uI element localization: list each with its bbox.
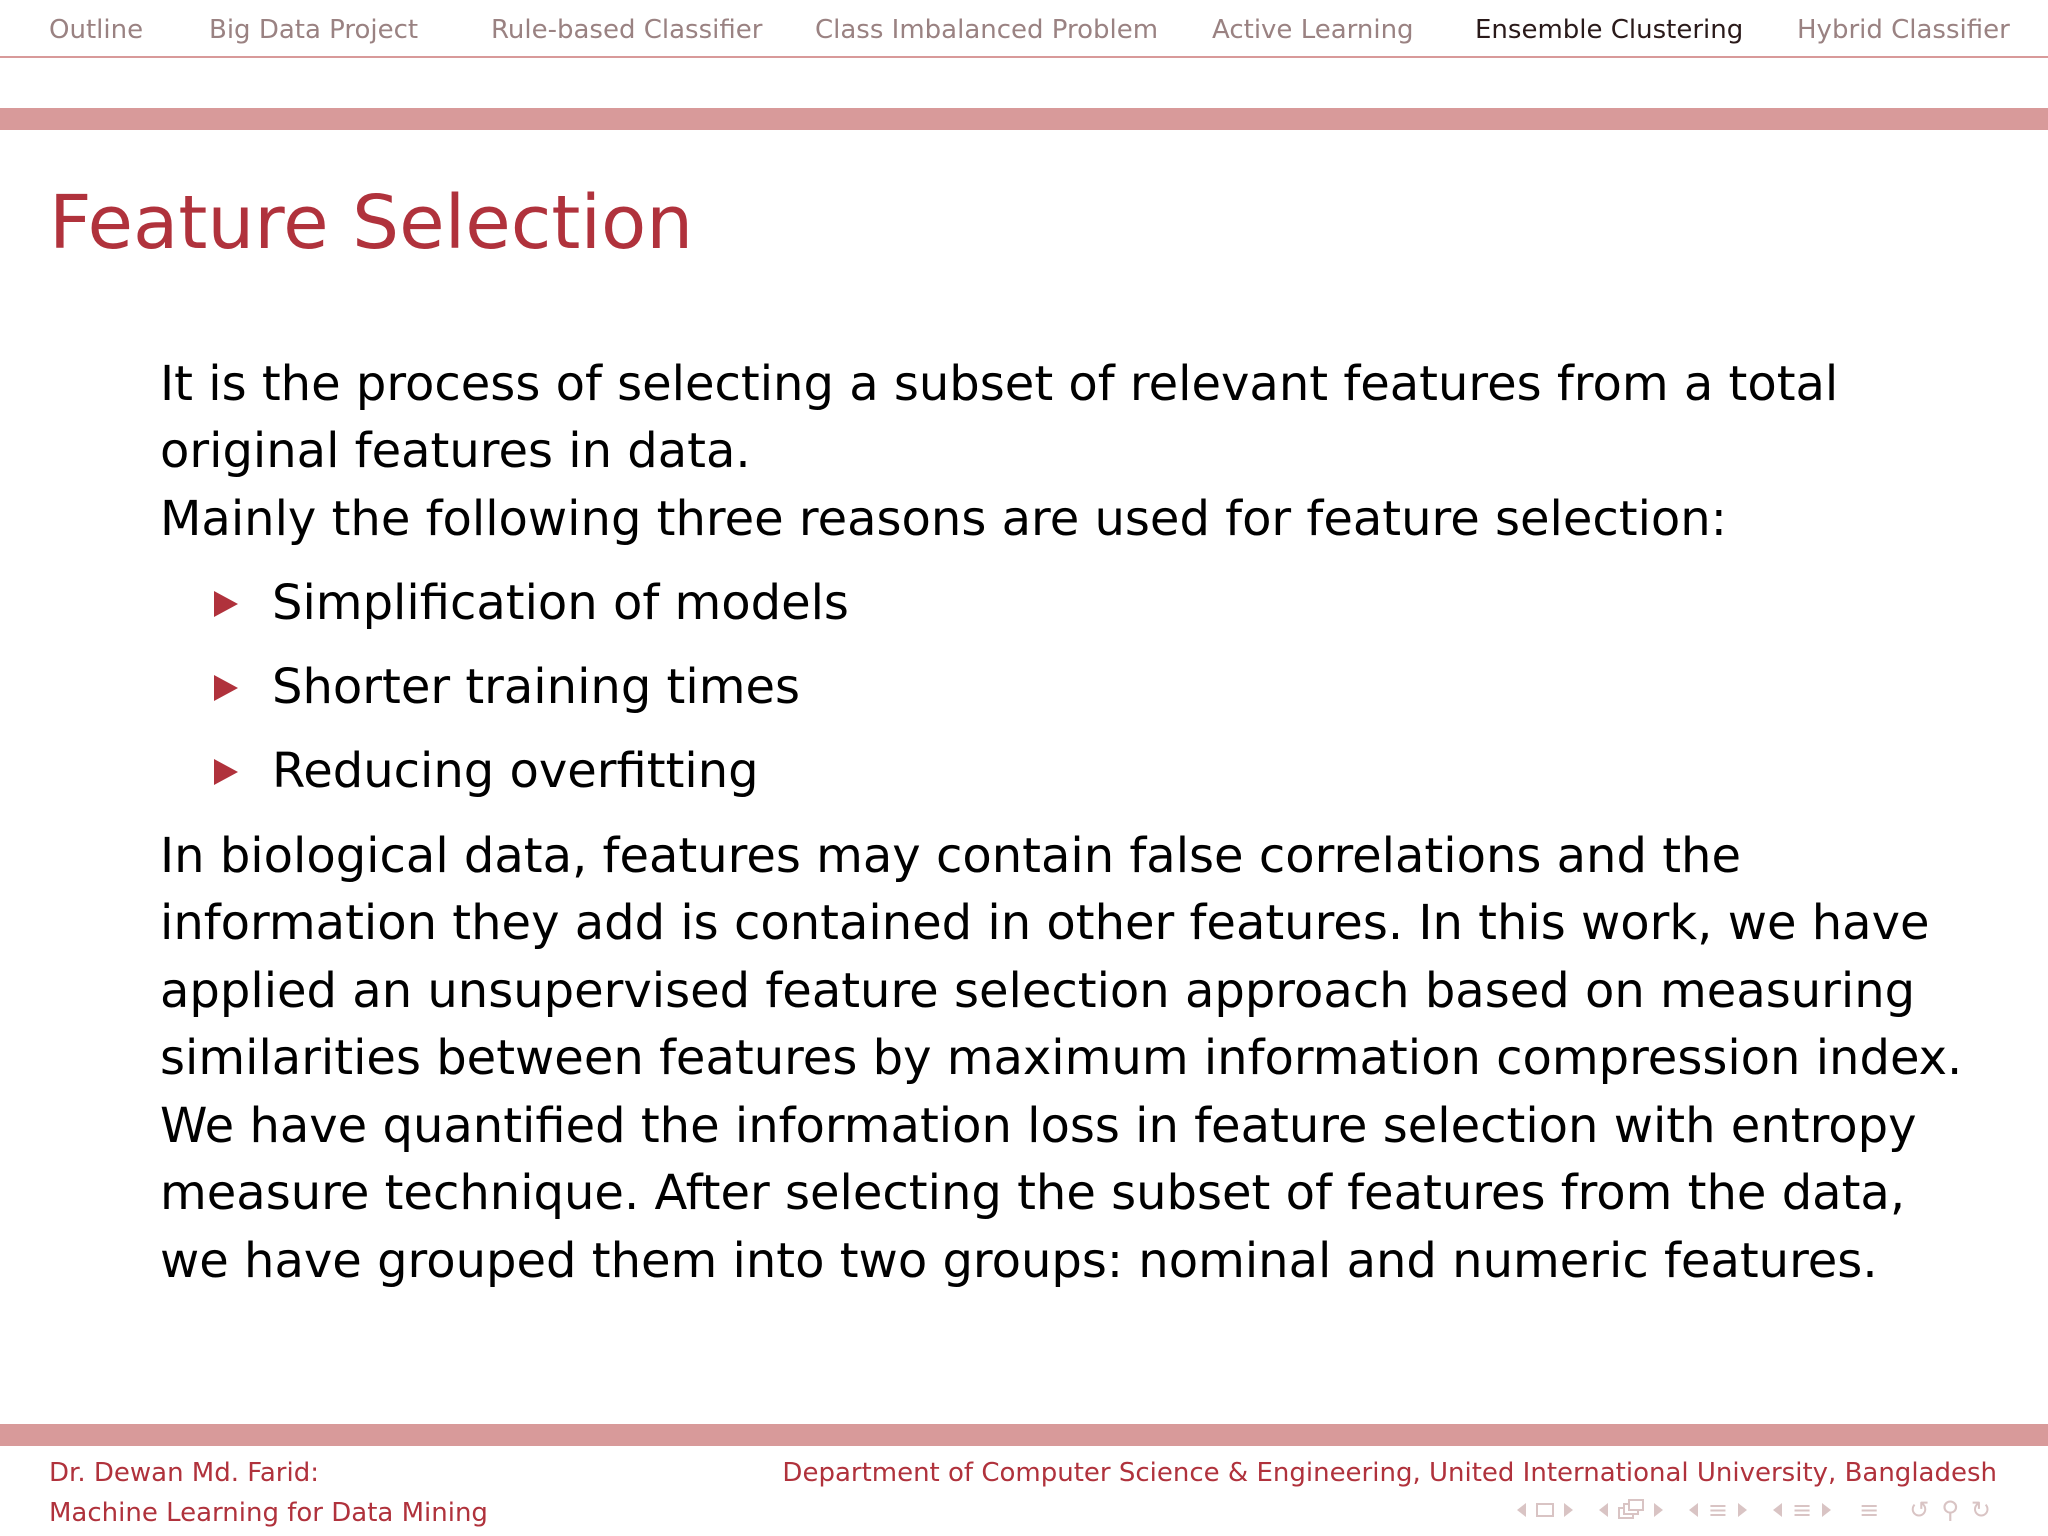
- next-frame-icon[interactable]: [1654, 1503, 1663, 1517]
- slide-icon[interactable]: [1536, 1503, 1554, 1517]
- bullet-text: Shorter training times: [272, 659, 800, 715]
- previous-frame-icon[interactable]: [1599, 1503, 1608, 1517]
- footer-band: [0, 1424, 2048, 1446]
- closing-line: we have grouped them into two groups: nominal and numeric features.: [160, 1233, 1878, 1289]
- intro-line: It is the process of selecting a subset of relevant features from a total: [160, 356, 1839, 412]
- nav-item-big-data-project[interactable]: Big Data Project: [209, 15, 419, 45]
- closing-line: applied an unsupervised feature selection approach based on measuring: [160, 963, 1916, 1019]
- previous-section-icon[interactable]: [1773, 1503, 1782, 1517]
- triangle-bullet-icon: [214, 675, 238, 701]
- bullet-text: Reducing overfitting: [272, 743, 759, 799]
- triangle-bullet-icon: [214, 591, 238, 617]
- frame-nav-group: [1595, 1499, 1667, 1521]
- slide-nav-group: [1513, 1503, 1577, 1517]
- closing-line: information they add is contained in other features. In this work, we have: [160, 895, 1930, 951]
- section-icon[interactable]: ≡: [1791, 1496, 1813, 1524]
- search-nav-group: [1903, 1496, 1997, 1524]
- footer-course: Machine Learning for Data Mining: [49, 1498, 488, 1528]
- closing-line: We have quantified the information loss in feature selection with entropy: [160, 1098, 1917, 1154]
- section-navigation-bar: [0, 0, 2048, 58]
- subsection-icon[interactable]: ≡: [1707, 1496, 1728, 1524]
- section-nav-group: [1769, 1496, 1835, 1524]
- bullet-text: Simplification of models: [272, 575, 849, 631]
- closing-line: similarities between features by maximum information compression index.: [160, 1030, 1963, 1086]
- slide-title: Feature Selection: [49, 180, 694, 266]
- intro-line: Mainly the following three reasons are used for feature selection:: [160, 491, 1727, 547]
- document-icon[interactable]: ≡: [1859, 1496, 1880, 1524]
- nav-item-hybrid-classifier[interactable]: Hybrid Classifier: [1797, 15, 2010, 45]
- forward-icon[interactable]: ↻: [1970, 1496, 1991, 1524]
- footer-institution: Department of Computer Science & Engineering, United International University, Bangladesh: [782, 1458, 1997, 1488]
- nav-item-ensemble-clustering[interactable]: Ensemble Clustering: [1475, 15, 1744, 45]
- nav-item-active-learning[interactable]: Active Learning: [1212, 15, 1414, 45]
- previous-subsection-icon[interactable]: [1689, 1503, 1698, 1517]
- closing-line: measure technique. After selecting the subset of features from the data,: [160, 1165, 1906, 1221]
- footer-author: Dr. Dewan Md. Farid:: [49, 1458, 319, 1488]
- triangle-bullet-icon: [214, 759, 238, 785]
- previous-slide-icon[interactable]: [1517, 1503, 1526, 1517]
- nav-item-rule-based-classifier[interactable]: Rule-based Classifier: [491, 15, 763, 45]
- closing-line: In biological data, features may contain false correlations and the: [160, 828, 1741, 884]
- next-subsection-icon[interactable]: [1738, 1503, 1747, 1517]
- subsection-nav-group: [1685, 1496, 1751, 1524]
- next-slide-icon[interactable]: [1564, 1503, 1573, 1517]
- back-icon[interactable]: ↺: [1909, 1496, 1930, 1524]
- document-nav-group: [1853, 1496, 1885, 1524]
- nav-item-outline[interactable]: Outline: [49, 15, 144, 45]
- next-section-icon[interactable]: [1822, 1503, 1831, 1517]
- frame-icon[interactable]: [1618, 1499, 1644, 1521]
- intro-line: original features in data.: [160, 423, 751, 479]
- nav-item-class-imbalanced-problem[interactable]: Class Imbalanced Problem: [815, 15, 1159, 45]
- search-icon[interactable]: ⚲: [1941, 1496, 1959, 1524]
- header-band: [0, 108, 2048, 130]
- beamer-navigation-symbols: [1495, 1494, 1997, 1526]
